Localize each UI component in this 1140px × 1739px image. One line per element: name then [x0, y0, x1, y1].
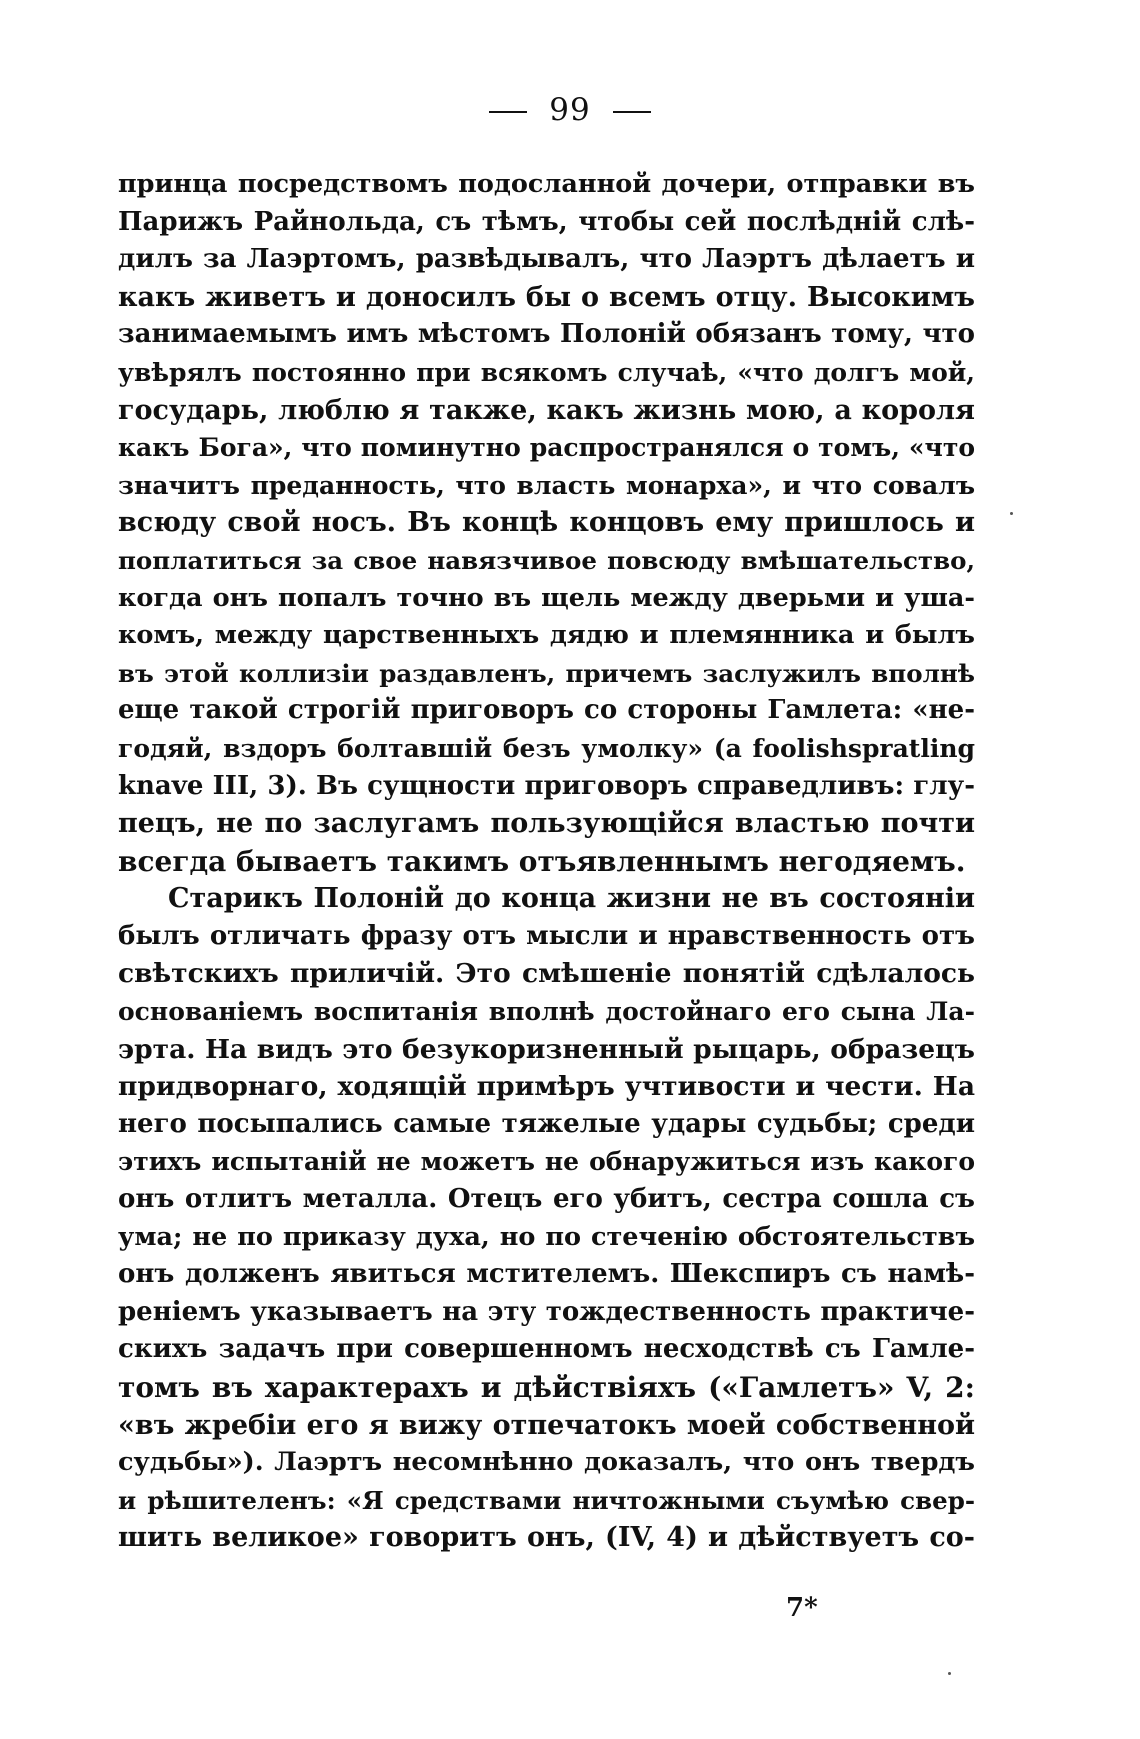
text-line: государь, люблю я также, какъ жизнь мою, а короля: [118, 394, 975, 426]
text-line: всегда бываетъ такимъ отъявленнымъ негодяемъ.: [118, 844, 966, 878]
paper-speck: [948, 1672, 951, 1675]
text-line: еще такой строгiй приговоръ со стороны Гамлета: «не-: [118, 695, 975, 726]
text-line: судьбы»). Лаэртъ несомнѣнно доказалъ, что онъ твердъ: [118, 1447, 975, 1478]
text-line: Парижъ Райнольда, съ тѣмъ, чтобы сей послѣднiй слѣ-: [118, 206, 975, 237]
text-line: занимаемымъ имъ мѣстомъ Полонiй обязанъ тому, что: [118, 319, 975, 350]
page-number: 99: [549, 92, 591, 128]
text-line: свѣтскихъ приличiй. Это смѣшенiе понятiй сдѣлалось: [118, 958, 975, 990]
text-line: ума; не по приказу духа, но по стеченiю обстоятельствъ: [118, 1221, 975, 1252]
text-line: поплатиться за свое навязчивое повсюду вмѣшательство,: [118, 545, 975, 575]
text-line: увѣрялъ постоянно при всякомъ случаѣ, «что долгъ мой,: [118, 357, 975, 387]
body-text: [118, 166, 975, 1557]
text-line: скихъ задачъ при совершенномъ несходствѣ съ Гамле-: [118, 1334, 975, 1365]
text-line: knave III, 3). Въ сущности приговоръ справедливъ: глу-: [118, 770, 975, 801]
text-line: него посыпались самые тяжелые удары судьбы; среди: [118, 1108, 975, 1139]
paragraph-1: [118, 166, 975, 880]
text-line: ренiемъ указываетъ на эту тождественность практиче-: [118, 1296, 975, 1327]
text-line: дилъ за Лаэртомъ, развѣдывалъ, что Лаэртъ дѣлаетъ и: [118, 244, 975, 275]
text-line: былъ отличать фразу отъ мысли и нравственность отъ: [118, 920, 975, 951]
header-dash-left: [489, 111, 527, 113]
text-line: комъ, между царственныхъ дядю и племянника и былъ: [118, 620, 975, 651]
paper-speck: [1010, 512, 1013, 515]
page-header: [0, 92, 1140, 128]
text-line: какъ Бога», что поминутно распространялся о томъ, «что: [118, 433, 975, 463]
text-line: этихъ испытанiй не можетъ не обнаружиться изъ какого: [118, 1147, 975, 1177]
text-line: принца посредствомъ подосланной дочери, отправки въ: [118, 169, 975, 199]
header-dash-right: [613, 111, 651, 113]
text-line: «въ жребiи его я вижу отпечатокъ моей собственной: [118, 1409, 975, 1441]
text-line: придворнаго, ходящiй примѣръ учтивости и чести. На: [118, 1071, 975, 1103]
text-line: значитъ преданность, что власть монарха», и что совалъ: [118, 470, 975, 500]
text-line: когда онъ попалъ точно въ щель между дверьми и ушa-: [118, 582, 975, 613]
text-line: въ этой коллизiи раздавленъ, причемъ заслужилъ вполнѣ: [118, 658, 975, 688]
signature-mark: 7*: [786, 1593, 818, 1623]
text-line: эрта. На видъ это безукоризненный рыцарь, образецъ: [118, 1033, 975, 1065]
text-line: какъ живетъ и доносилъ бы о всемъ отцу. Высокимъ: [118, 281, 975, 313]
text-line: и рѣшителенъ: «Я средствами ничтожными съумѣю свер-: [118, 1485, 975, 1515]
text-line: онъ долженъ явиться мстителемъ. Шекспиръ съ намѣ-: [118, 1259, 975, 1290]
text-line: шить великое» говоритъ онъ, (IV, 4) и дѣйствуетъ со-: [118, 1522, 975, 1554]
text-line: томъ въ характерахъ и дѣйствiяхъ («Гамлетъ» V, 2:: [118, 1371, 975, 1404]
text-line: пецъ, не по заслугамъ пользующiйся властью почти: [118, 808, 975, 840]
text-line: всюду свой носъ. Въ концѣ концовъ ему пришлось и: [118, 507, 975, 539]
text-line: онъ отлитъ металла. Отецъ его убитъ, сестра сошла съ: [118, 1184, 975, 1215]
text-line: Старикъ Полонiй до конца жизни не въ состоянiи: [168, 883, 975, 915]
paragraph-2: [118, 880, 975, 1557]
text-line: годяй, вздоръ болтавшiй безъ умолку» (a foolishspratling: [118, 733, 975, 763]
text-line: основанiемъ воспитанiя вполнѣ достойнаго его сына Ла-: [118, 997, 975, 1027]
